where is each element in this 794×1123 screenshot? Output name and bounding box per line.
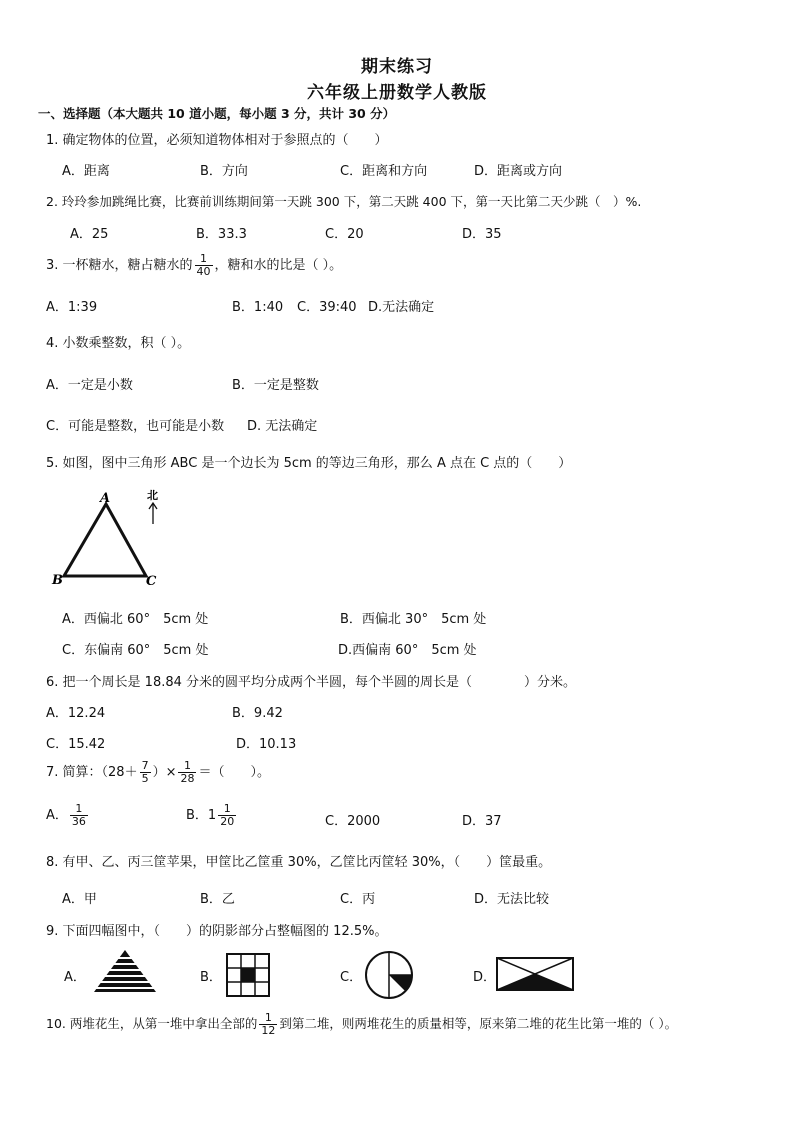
vertex-c-label: C bbox=[146, 574, 157, 589]
question-7-option-d: D．37 bbox=[462, 814, 502, 829]
question-7-fraction-2 bbox=[178, 760, 196, 785]
fraction-denominator: 5 bbox=[141, 772, 149, 785]
option-b-whole: 1 bbox=[207, 808, 217, 823]
fraction-numerator: 1 bbox=[70, 803, 88, 816]
question-2-option-d: D．35 bbox=[462, 227, 502, 242]
vertex-a-label: A bbox=[100, 491, 111, 506]
question-1-option-d: D．距离或方向 bbox=[474, 164, 563, 179]
question-10-stem bbox=[46, 1012, 677, 1037]
question-3-option-d: D.无法确定 bbox=[368, 300, 435, 315]
shaded-cell bbox=[241, 968, 255, 982]
question-3-stem bbox=[46, 253, 342, 278]
question-6-option-b: B．9.42 bbox=[232, 706, 283, 721]
question-3-option-b: B．1:40 bbox=[232, 300, 284, 315]
question-4-stem: 4. 小数乘整数，积（ ）。 bbox=[46, 336, 191, 351]
option-label: B． bbox=[186, 808, 208, 823]
fraction-numerator: 7 bbox=[141, 759, 149, 772]
question-1-option-b: B．方向 bbox=[200, 164, 248, 179]
fraction-denominator: 36 bbox=[71, 815, 86, 828]
question-10-stem-post: 到第二堆，则两堆花生的质量相等，原来第二堆的花生比第一堆的（ ）。 bbox=[279, 1016, 678, 1031]
fraction-numerator: 1 bbox=[178, 760, 196, 773]
triangle-figure bbox=[46, 486, 176, 590]
question-7-fraction-1 bbox=[140, 760, 151, 785]
page-title: 期末练习 bbox=[361, 57, 433, 77]
question-1-option-c: C．距离和方向 bbox=[340, 164, 428, 179]
question-2-option-a: A．25 bbox=[70, 227, 109, 242]
question-5-stem: 5. 如图，图中三角形 ABC 是一个边长为 5cm 的等边三角形，那么 A 点在 C 点的（ ） bbox=[46, 456, 572, 471]
fraction-denominator: 12 bbox=[261, 1024, 276, 1037]
question-7-stem-pre: 7. 简算：（28＋ bbox=[46, 765, 138, 780]
question-9-stem: 9. 下面四幅图中，（ ）的阴影部分占整幅图的 12.5%。 bbox=[46, 924, 388, 939]
question-4-option-b: B．一定是整数 bbox=[232, 378, 319, 393]
question-4-option-c: C．可能是整数，也可能是小数 bbox=[46, 419, 225, 434]
question-4-option-d: D. 无法确定 bbox=[247, 419, 318, 434]
circle-sector-figure bbox=[364, 950, 414, 1000]
page-subtitle: 六年级上册数学人教版 bbox=[307, 83, 487, 103]
question-6-option-a: A．12.24 bbox=[46, 706, 106, 721]
question-3-fraction bbox=[195, 253, 213, 278]
rectangle-triangles-figure bbox=[496, 957, 574, 991]
fraction-denominator: 40 bbox=[196, 265, 211, 278]
question-7-option-c: C．2000 bbox=[325, 814, 381, 829]
question-5-option-d: D.西偏南 60° 5cm 处 bbox=[338, 643, 477, 658]
question-9-option-a: A． bbox=[64, 970, 86, 985]
striped-triangle-figure bbox=[92, 948, 158, 994]
question-3-option-a: A．1:39 bbox=[46, 300, 98, 315]
question-6-option-c: C．15.42 bbox=[46, 737, 106, 752]
question-1-stem: 1. 确定物体的位置，必须知道物体相对于参照点的（ ） bbox=[46, 133, 388, 148]
section-heading: 一、选择题（本大题共 10 道小题，每小题 3 分，共计 30 分） bbox=[38, 106, 396, 121]
vertex-b-label: B bbox=[52, 573, 63, 588]
option-label: A． bbox=[46, 808, 68, 823]
question-7-option-a bbox=[46, 803, 90, 828]
fraction-numerator: 1 bbox=[195, 253, 213, 266]
question-3-stem-post: ，糖和水的比是（ ）。 bbox=[214, 258, 343, 273]
question-9-option-b: B． bbox=[200, 970, 222, 985]
question-5-option-b: B．西偏北 30° 5cm 处 bbox=[340, 612, 487, 627]
question-5-option-c: C．东偏南 60° 5cm 处 bbox=[62, 643, 209, 658]
question-8-stem: 8. 有甲、乙、丙三筐苹果，甲筐比乙筐重 30%，乙筐比丙筐轻 30%，（ ）筐最重。 bbox=[46, 855, 552, 870]
question-7-stem bbox=[46, 760, 270, 785]
question-7-stem-mid: ）× bbox=[152, 765, 177, 780]
question-8-option-d: D．无法比较 bbox=[474, 892, 550, 907]
question-9-option-d: D． bbox=[473, 970, 497, 985]
question-7-option-b bbox=[186, 803, 238, 828]
question-7-stem-post: ＝（ ）。 bbox=[198, 765, 270, 780]
fraction-denominator: 28 bbox=[180, 772, 195, 785]
question-2-stem: 2. 玲玲参加跳绳比赛，比赛前训练期间第一天跳 300 下，第二天跳 400 下，第一天比第二天少跳（ ）%. bbox=[46, 194, 642, 209]
question-10-fraction bbox=[259, 1012, 277, 1037]
question-8-option-b: B．乙 bbox=[200, 892, 235, 907]
question-2-option-c: C．20 bbox=[325, 227, 364, 242]
option-b-fraction bbox=[218, 803, 236, 828]
question-8-option-a: A．甲 bbox=[62, 892, 97, 907]
question-9-option-c: C． bbox=[340, 970, 363, 985]
fraction-denominator: 20 bbox=[220, 815, 235, 828]
north-label: 北 bbox=[147, 489, 158, 502]
question-3-stem-pre: 3. 一杯糖水，糖占糖水的 bbox=[46, 258, 193, 273]
question-8-option-c: C．丙 bbox=[340, 892, 376, 907]
question-6-stem: 6. 把一个周长是 18.84 分米的圆平均分成两个半圆，每个半圆的周长是（ ）分米。 bbox=[46, 675, 577, 690]
question-3-option-c: C．39:40 bbox=[297, 300, 357, 315]
question-1-option-a: A．距离 bbox=[62, 164, 110, 179]
option-a-fraction bbox=[70, 803, 88, 828]
question-2-option-b: B．33.3 bbox=[196, 227, 247, 242]
question-6-option-d: D．10.13 bbox=[236, 737, 297, 752]
grid-square-figure bbox=[226, 953, 270, 997]
question-4-option-a: A．一定是小数 bbox=[46, 378, 133, 393]
triangle-abc bbox=[64, 504, 146, 576]
fraction-numerator: 1 bbox=[218, 803, 236, 816]
question-10-stem-pre: 10. 两堆花生，从第一堆中拿出全部的 bbox=[46, 1016, 258, 1031]
fraction-numerator: 1 bbox=[259, 1012, 277, 1025]
question-5-option-a: A．西偏北 60° 5cm 处 bbox=[62, 612, 209, 627]
